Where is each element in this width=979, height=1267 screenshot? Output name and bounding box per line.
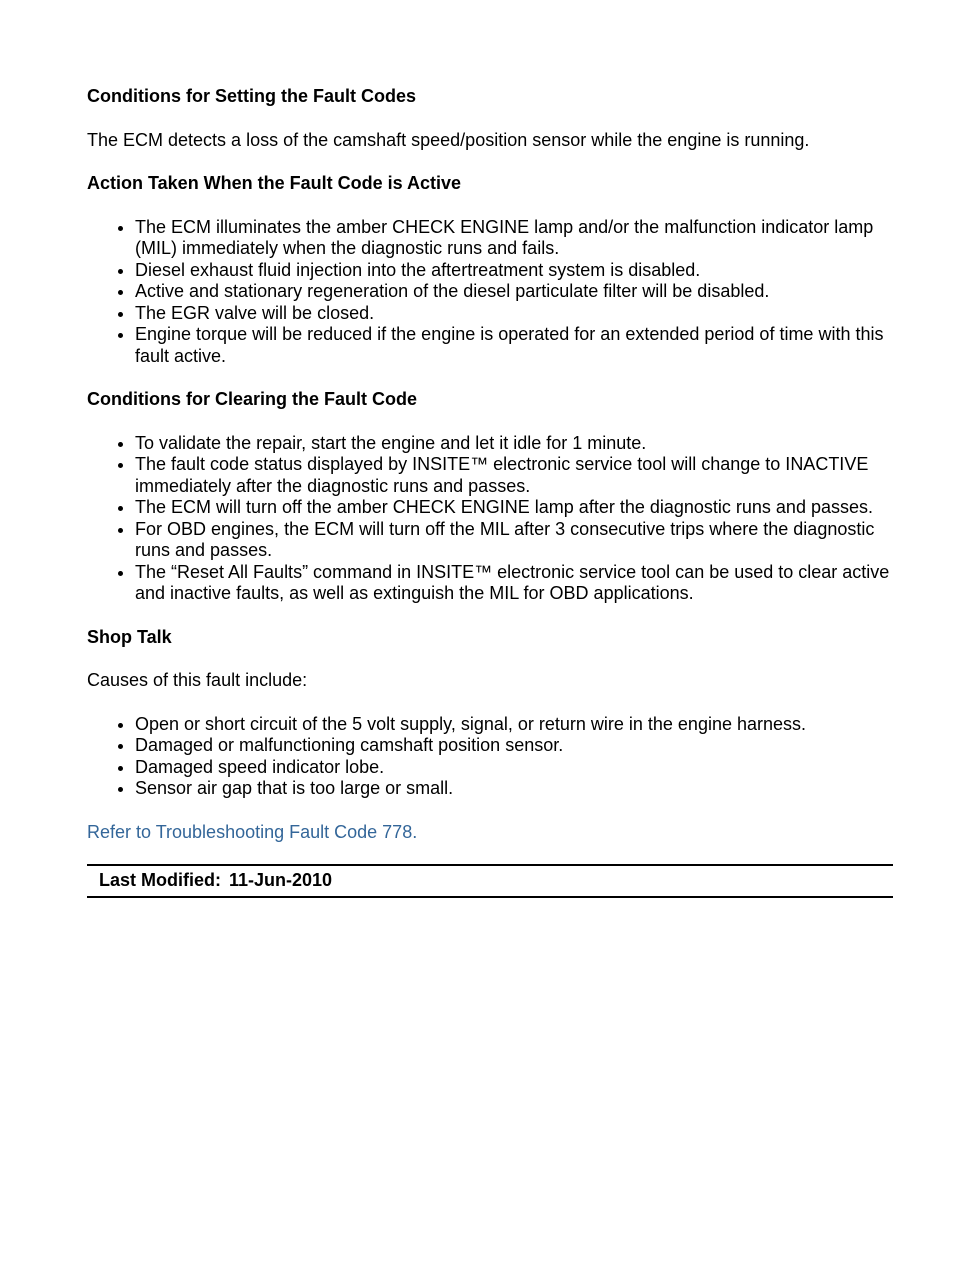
last-modified-label: Last Modified: xyxy=(99,870,221,891)
list-item: The ECM will turn off the amber CHECK ENGINE lamp after the diagnostic runs and passes. xyxy=(135,497,893,519)
list-item: For OBD engines, the ECM will turn off the MIL after 3 consecutive trips where the diagnostic runs and passes. xyxy=(135,519,893,562)
list-item: Damaged speed indicator lobe. xyxy=(135,757,893,779)
list-item: Sensor air gap that is too large or small. xyxy=(135,778,893,800)
shop-talk-causes-list xyxy=(87,714,893,800)
heading-setting-conditions: Conditions for Setting the Fault Codes xyxy=(87,86,416,106)
list-item: Damaged or malfunctioning camshaft position sensor. xyxy=(135,735,893,757)
setting-conditions-text: The ECM detects a loss of the camshaft speed/position sensor while the engine is running. xyxy=(87,129,810,150)
list-item: The EGR valve will be closed. xyxy=(135,303,893,325)
list-item: Active and stationary regeneration of the diesel particulate filter will be disabled. xyxy=(135,281,893,303)
clearing-conditions-list xyxy=(87,433,893,605)
action-taken-list xyxy=(87,217,893,368)
last-modified-date: 11-Jun-2010 xyxy=(229,870,333,891)
list-item: To validate the repair, start the engine and let it idle for 1 minute. xyxy=(135,433,893,455)
heading-shop-talk: Shop Talk xyxy=(87,626,172,647)
troubleshooting-link[interactable]: Refer to Troubleshooting Fault Code 778. xyxy=(87,821,418,842)
last-modified-bar xyxy=(87,864,893,898)
shop-talk-intro: Causes of this fault include: xyxy=(87,670,308,690)
document-page xyxy=(87,86,893,898)
list-item: Engine torque will be reduced if the engine is operated for an extended period of time with this fault active. xyxy=(135,324,893,367)
list-item: The ECM illuminates the amber CHECK ENGINE lamp and/or the malfunction indicator lamp (MIL) immediately when the diagnostic runs and fails. xyxy=(135,217,893,260)
heading-action-taken: Action Taken When the Fault Code is Active xyxy=(87,173,462,193)
list-item: Open or short circuit of the 5 volt supply, signal, or return wire in the engine harness. xyxy=(135,714,893,736)
heading-clearing-conditions: Conditions for Clearing the Fault Code xyxy=(87,389,417,409)
list-item: Diesel exhaust fluid injection into the aftertreatment system is disabled. xyxy=(135,260,893,282)
list-item: The fault code status displayed by INSITE™ electronic service tool will change to INACTIVE immediately after the diagnostic runs and passes. xyxy=(135,454,893,497)
reference-paragraph xyxy=(87,822,893,844)
list-item: The “Reset All Faults” command in INSITE™ electronic service tool can be used to clear active and inactive faults, as well as extinguish the MIL for OBD applications. xyxy=(135,562,893,605)
